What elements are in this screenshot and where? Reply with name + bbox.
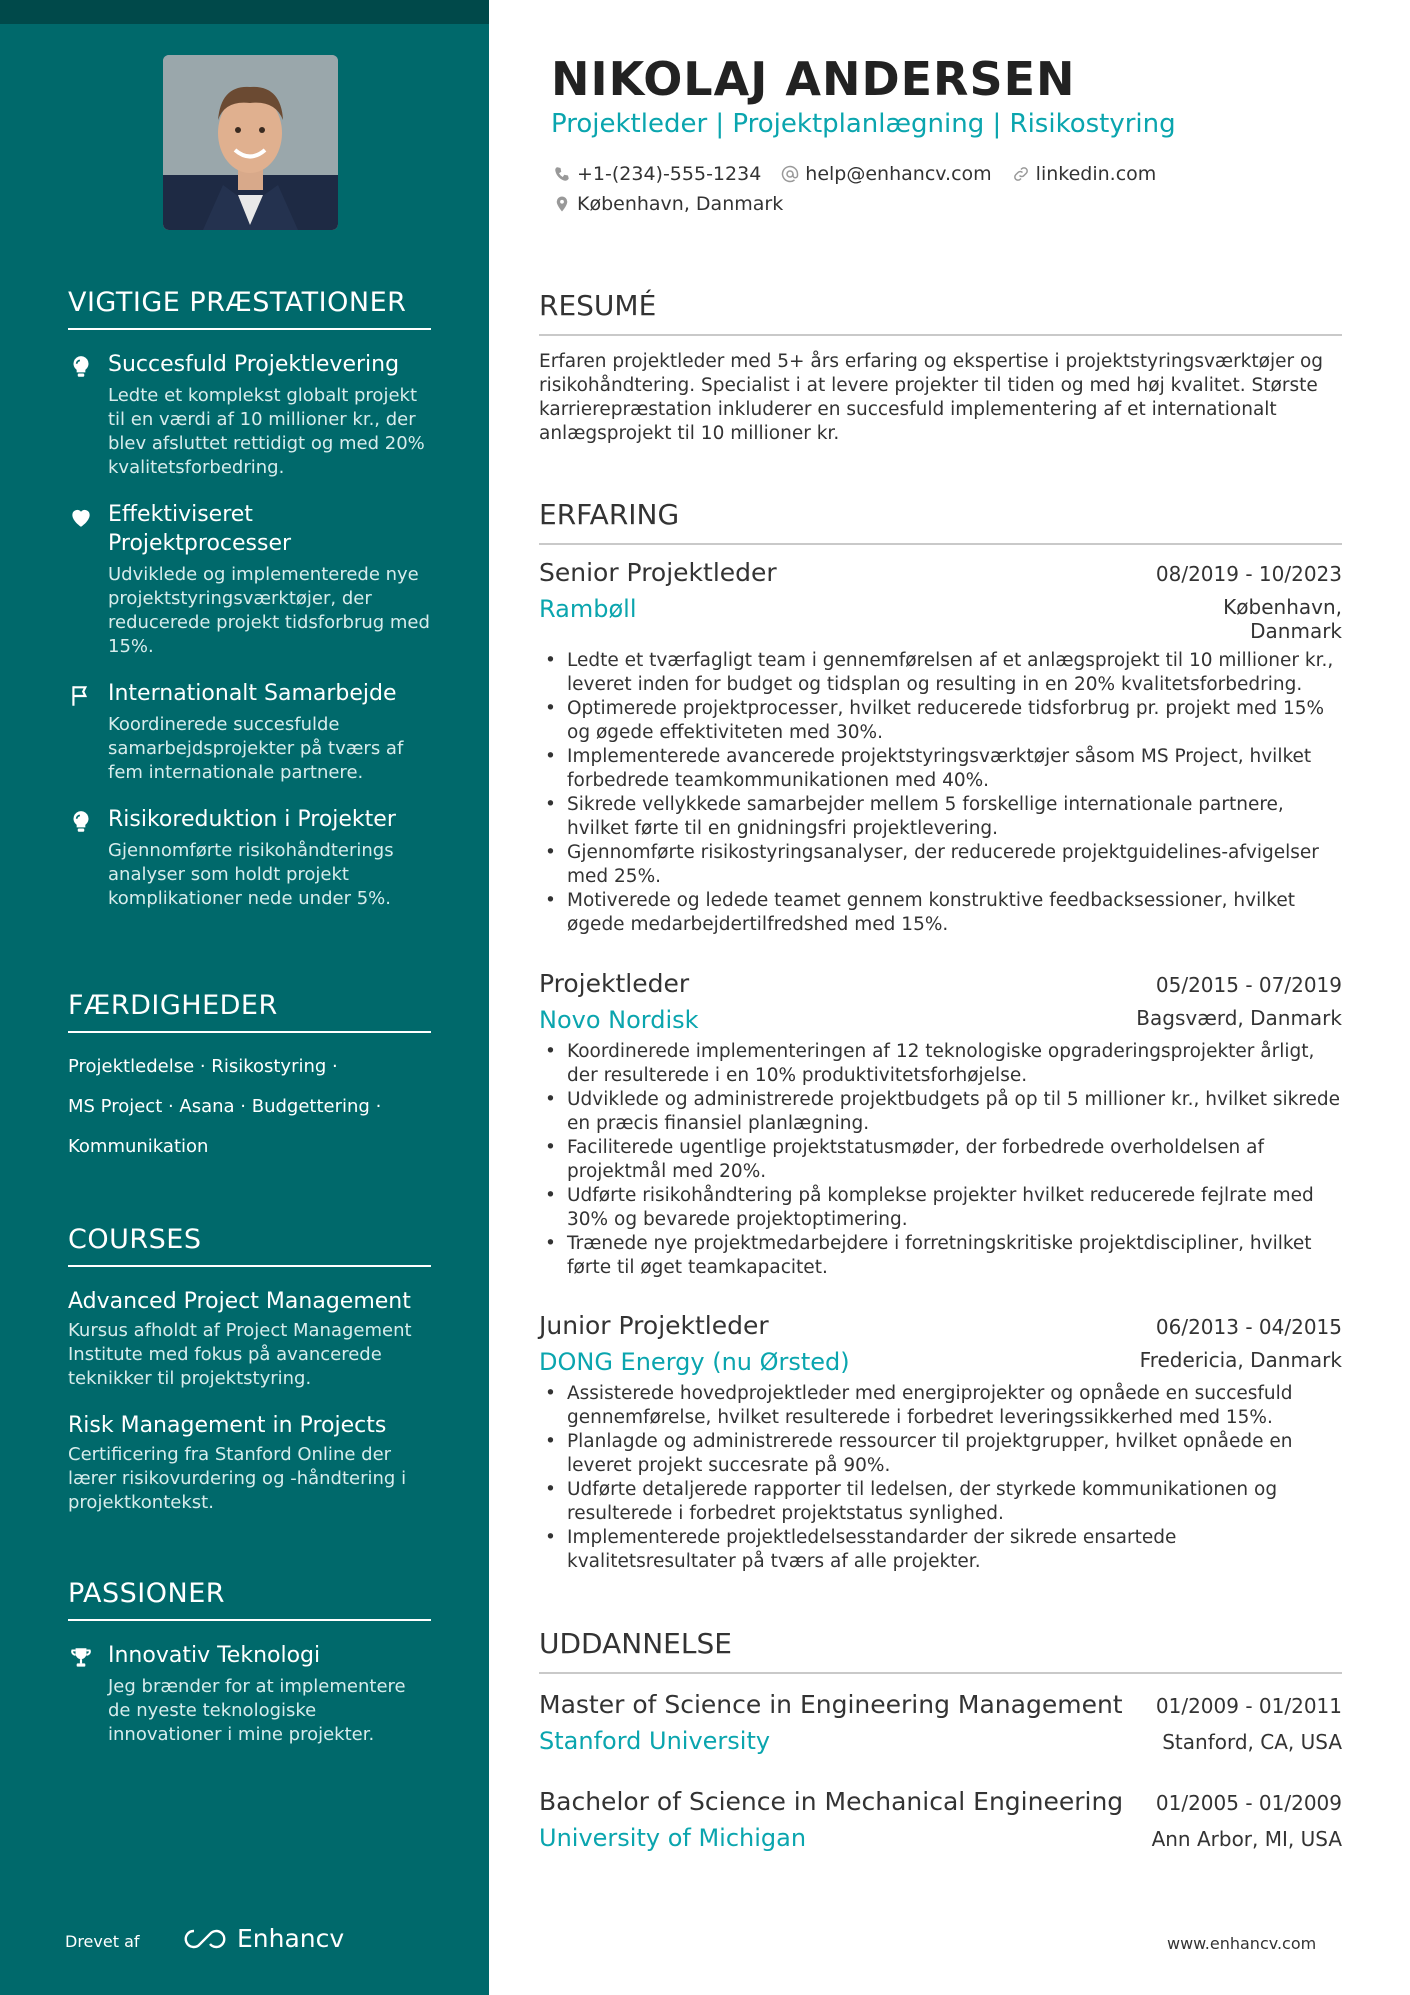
at-sign-icon xyxy=(781,165,799,183)
phone-text: +1-(234)-555-1234 xyxy=(577,163,762,185)
edu-dates: 01/2009 - 01/2011 xyxy=(1155,1694,1342,1718)
degree: Bachelor of Science in Mechanical Engineering xyxy=(539,1787,1124,1816)
education-entry xyxy=(539,1787,1342,1852)
bullet-item: • Sikrede vellykkede samarbejder mellem 5 forskellige internationale partnere, hvilket førte til en gnidningsfri projektlevering. xyxy=(539,793,1342,841)
edu-dates: 01/2005 - 01/2009 xyxy=(1155,1791,1342,1815)
bullet-item: • Assisterede hovedprojektleder med energiprojekter og opnåede en succesfuld gennemførelse, hvilket resulterede i forbedret leveringssikkerhed med 15%. xyxy=(539,1382,1342,1430)
skills-line: MS Project · Asana · Budgettering · xyxy=(68,1096,382,1117)
achievement-desc: Koordinerede succesfulde samarbejdsprojekter på tværs af fem internationale partnere. xyxy=(108,714,404,783)
achievement-title: Internationalt Samarbejde xyxy=(108,681,397,706)
passions-title: PASSIONER xyxy=(68,1578,431,1621)
main-content xyxy=(539,0,1342,1995)
skills-section xyxy=(68,990,431,1159)
skills-line: Projektledelse · Risikostyring · xyxy=(68,1056,338,1077)
brand-name: Enhancv xyxy=(237,1924,345,1953)
bullet-item: • Faciliterede ugentlige projektstatusmøder, der forbedrede overholdelsen af projektmål med 20%. xyxy=(539,1136,1342,1184)
candidate-name: NIKOLAJ ANDERSEN xyxy=(551,52,1076,106)
achievement-desc: Gjennomførte risikohåndterings analyser som holdt projekt komplikationer nede under 5%. xyxy=(108,840,394,909)
bullet-item: • Udviklede og administrerede projektbudgets på op til 5 millioner kr., hvilket sikrede en præcis finansiel planlægning. xyxy=(539,1088,1342,1136)
job-bullets xyxy=(539,649,1342,937)
education-entry xyxy=(539,1690,1342,1755)
passions-section xyxy=(68,1578,431,1747)
bullet-item: • Trænede nye projektmedarbejdere i forretningskritiske projektdiscipliner, hvilket førte til øget teamkapacitet. xyxy=(539,1232,1342,1280)
contact-linkedin[interactable] xyxy=(1012,163,1157,185)
heart-icon xyxy=(68,504,94,530)
sidebar xyxy=(0,0,489,1995)
achievement-desc: Udviklede og implementerede nye projektstyringsværktøjer, der reducerede projekt tidsforbrug med 15%. xyxy=(108,564,430,657)
enhancv-logo-icon xyxy=(183,1928,227,1950)
job-bullets xyxy=(539,1040,1342,1280)
brand-logo xyxy=(183,1924,344,1953)
company-name: Novo Nordisk xyxy=(539,1006,699,1034)
sidebar-top-bar xyxy=(0,0,489,24)
course-item xyxy=(68,1287,431,1391)
linkedin-text: linkedin.com xyxy=(1035,163,1157,185)
course-desc: Kursus afholdt af Project Management Institute med fokus på avancerede teknikker til projektstyring. xyxy=(68,1320,412,1389)
bullet-item: • Udførte detaljerede rapporter til ledelsen, der styrkede kommunikationen og resulterede i forbedret projektstatus synlighed. xyxy=(539,1478,1342,1526)
job-dates: 05/2015 - 07/2019 xyxy=(1155,973,1342,997)
lightbulb-icon xyxy=(68,809,94,835)
achievement-title: Risikoreduktion i Projekter xyxy=(108,807,396,832)
contact-email[interactable] xyxy=(781,163,991,185)
course-item xyxy=(68,1411,431,1515)
footer-website[interactable]: www.enhancv.com xyxy=(1167,1934,1317,1953)
bullet-item: • Implementerede projektledelsesstandarder der sikrede ensartede kvalitetsresultater på tværs af alle projekter. xyxy=(539,1526,1342,1574)
achievement-desc: Ledte et komplekst globalt projekt til en værdi af 10 millioner kr., der blev afsluttet rettidigt og med 20% kvalitetsforbedring. xyxy=(108,385,425,478)
passion-desc: Jeg brænder for at implementere de nyeste teknologiske innovationer i mine projekter. xyxy=(108,1676,406,1745)
education-title: UDDANNELSE xyxy=(539,1627,1342,1674)
school-location: Ann Arbor, MI, USA xyxy=(1151,1827,1342,1851)
achievement-item xyxy=(68,350,431,480)
location-text: København, Danmark xyxy=(577,193,784,215)
courses-title: COURSES xyxy=(68,1224,431,1267)
bullet-item: • Ledte et tværfagligt team i gennemførelsen af et anlægsprojekt til 10 millioner kr., leveret inden for budget og tidsplan og resulting in en 20% kvalitetsforbedring. xyxy=(539,649,1342,697)
bullet-item: • Implementerede avancerede projektstyringsværktøjer såsom MS Project, hvilket forbedrede teamkommunikationen med 40%. xyxy=(539,745,1342,793)
powered-by-label: Drevet af xyxy=(65,1932,140,1951)
job-dates: 08/2019 - 10/2023 xyxy=(1155,562,1342,586)
passion-title: Innovativ Teknologi xyxy=(108,1643,321,1668)
skills-line: Kommunikation xyxy=(68,1136,209,1157)
summary-text: Erfaren projektleder med 5+ års erfaring og ekspertise i projektstyringsværktøjer og risikohåndtering. Specialist i at levere projekter til tiden og med høj kvalitet. Største karrierepræstation inkluderer en succesfuld implementering af et internationalt anlægsprojekt til 10 millioner kr. xyxy=(539,351,1324,444)
job-location: Fredericia, Danmark xyxy=(1139,1348,1342,1372)
courses-section xyxy=(68,1224,431,1515)
achievement-title: Effektiviseret Projektprocesser xyxy=(108,502,292,556)
contact-row-2 xyxy=(553,193,783,215)
email-text: help@enhancv.com xyxy=(805,163,992,185)
headline: Projektleder | Projektplanlægning | Risikostyring xyxy=(551,109,1176,139)
phone-icon xyxy=(553,165,571,183)
company-name: DONG Energy (nu Ørsted) xyxy=(539,1348,850,1376)
trophy-icon xyxy=(68,1645,94,1671)
bullet-item: • Optimerede projektprocesser, hvilket reducerede tidsforbrug pr. projekt med 15% og øgede effektiviteten med 30%. xyxy=(539,697,1342,745)
job-location: Bagsværd, Danmark xyxy=(1136,1006,1342,1030)
experience-title: ERFARING xyxy=(539,498,1342,545)
contact-location xyxy=(553,193,783,215)
achievements-section xyxy=(68,287,431,911)
job-entry xyxy=(539,1311,1342,1574)
bullet-item: • Gjennomførte risikostyringsanalyser, der reducerede projektguidelines-afvigelser med 25%. xyxy=(539,841,1342,889)
achievement-item xyxy=(68,500,431,659)
passion-item xyxy=(68,1641,431,1747)
achievement-item xyxy=(68,679,431,785)
job-title: Projektleder xyxy=(539,969,690,998)
link-icon xyxy=(1012,165,1030,183)
achievements-title: VIGTIGE PRÆSTATIONER xyxy=(68,287,431,330)
school-location: Stanford, CA, USA xyxy=(1162,1730,1342,1754)
job-entry xyxy=(539,558,1342,937)
bullet-item: • Udførte risikohåndtering på komplekse projekter hvilket reducerede fejlrate med 30% og bevarede projektoptimering. xyxy=(539,1184,1342,1232)
bullet-item: • Planlagde og administrerede ressourcer til projektgrupper, hvilket opnåede en leveret projekt succesrate på 90%. xyxy=(539,1430,1342,1478)
company-name: Rambøll xyxy=(539,595,637,623)
job-location: København, Danmark xyxy=(1223,595,1342,643)
bullet-item: • Motiverede og ledede teamet gennem konstruktive feedbacksessioner, hvilket øgede medarbejdertilfredshed med 15%. xyxy=(539,889,1342,937)
job-title: Senior Projektleder xyxy=(539,558,777,587)
course-title: Advanced Project Management xyxy=(68,1289,411,1314)
contact-phone xyxy=(553,163,761,185)
location-pin-icon xyxy=(553,195,571,213)
job-entry xyxy=(539,969,1342,1280)
achievement-item xyxy=(68,805,431,911)
school-name: University of Michigan xyxy=(539,1824,807,1852)
school-name: Stanford University xyxy=(539,1727,771,1755)
degree: Master of Science in Engineering Management xyxy=(539,1690,1123,1719)
lightbulb-icon xyxy=(68,354,94,380)
contact-row xyxy=(553,163,1156,185)
skills-title: FÆRDIGHEDER xyxy=(68,990,431,1033)
job-dates: 06/2013 - 04/2015 xyxy=(1155,1315,1342,1339)
course-desc: Certificering fra Stanford Online der lærer risikovurdering og -håndtering i projektkontekst. xyxy=(68,1444,407,1513)
job-bullets xyxy=(539,1382,1342,1574)
summary-title: RESUMÉ xyxy=(539,289,1342,336)
achievement-title: Succesfuld Projektlevering xyxy=(108,352,400,377)
flag-icon xyxy=(68,683,94,709)
job-title: Junior Projektleder xyxy=(539,1311,769,1340)
course-title: Risk Management in Projects xyxy=(68,1413,387,1438)
profile-photo xyxy=(163,55,338,230)
bullet-item: • Koordinerede implementeringen af 12 teknologiske opgraderingsprojekter årligt, der resulterede i en 10% produktivitetsforhøjelse. xyxy=(539,1040,1342,1088)
